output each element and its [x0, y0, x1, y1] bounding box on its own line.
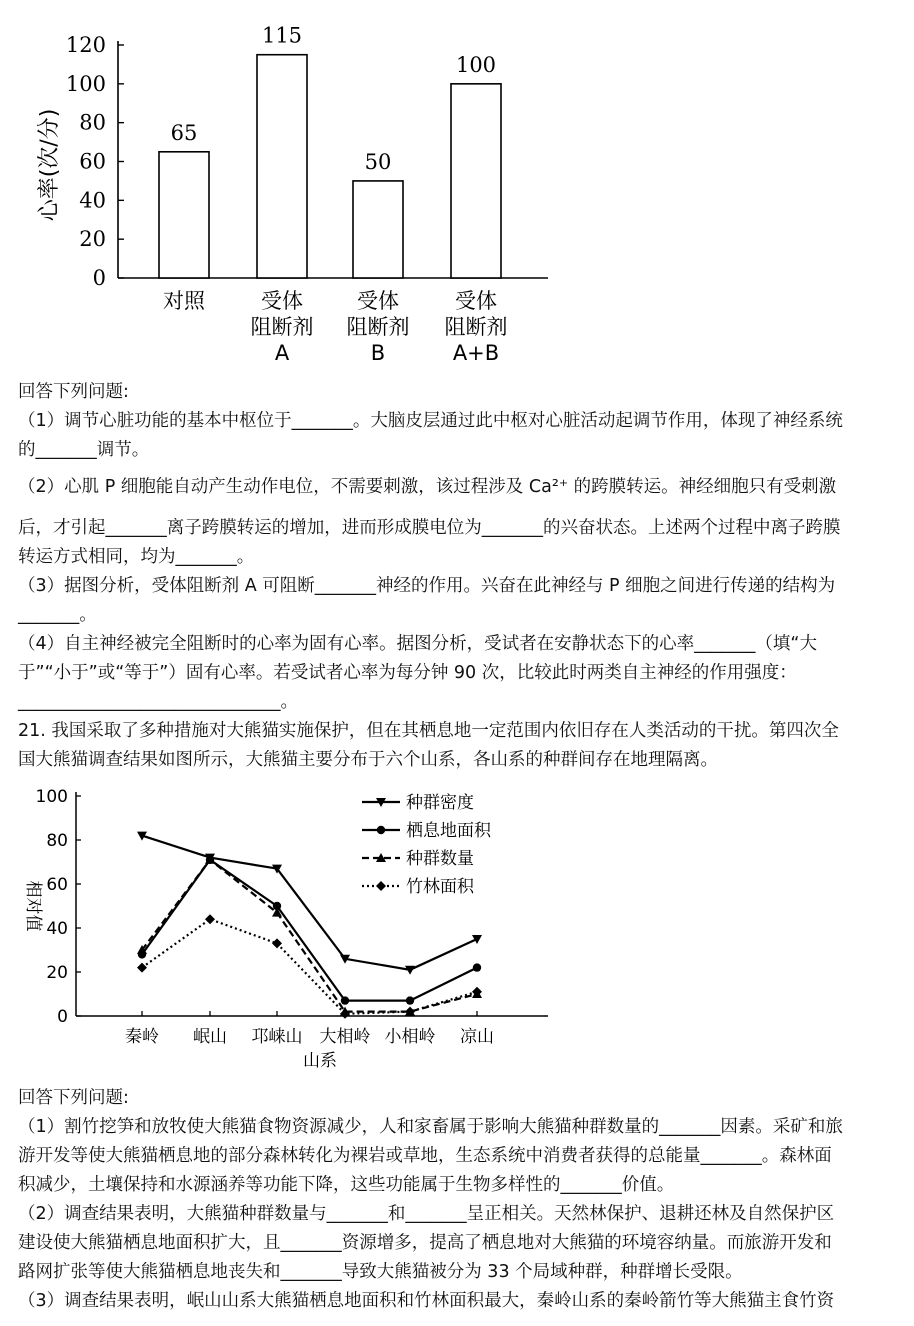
chart1-ylabel: 心率(次/分)	[37, 108, 62, 222]
chart1-value-label: 50	[364, 149, 392, 174]
chart1-bar	[451, 84, 501, 278]
chart2-xtick-label: 凉山	[460, 1027, 494, 1047]
chart2-ytick-label: 40	[46, 919, 68, 939]
chart1-category-label: 受体	[455, 289, 497, 313]
chart1-ytick-label: 40	[79, 188, 106, 213]
chart2-ytick-label: 60	[46, 875, 68, 895]
q21b-p2-line3: 路网扩张等使大熊猫栖息地丧失和_______导致大熊猫被分为 33 个局域种群，种群增长受限。	[18, 1262, 743, 1282]
q21b-p1-line3: 积减少，土壤保持和水源涵养等功能下降，这些功能属于生物多样性的_______价值。	[18, 1175, 675, 1195]
chart1-category-label: 阻断剂	[444, 315, 508, 339]
chart2-legend-marker	[377, 826, 385, 834]
chart2-ylabel-text: 相对值	[23, 880, 43, 932]
chart1-category-label: 对照	[163, 289, 205, 313]
q20-p4-line2: 于”“小于”或“等于”）固有心率。若受试者心率为每分钟 90 次，比较此时两类自主神经的作用强度：	[18, 663, 797, 683]
q21b-intro: 回答下列问题:	[18, 1088, 129, 1108]
chart2-xlabel: 山系	[303, 1051, 337, 1071]
chart1-category-label: A	[274, 341, 290, 365]
chart1-category-label: 阻断剂	[346, 315, 410, 339]
chart2-legend-marker	[376, 881, 386, 891]
chart1-value-label: 115	[261, 23, 303, 48]
chart2-xtick-label: 大相岭	[319, 1027, 371, 1047]
chart1-category-label: A+B	[452, 341, 500, 365]
chart2-data-point	[340, 1009, 350, 1019]
chart2-data-point	[406, 996, 414, 1004]
q21b-p3-line1: （3）调查结果表明，岷山山系大熊猫栖息地面积和竹林面积最大，秦岭山系的秦岭箭竹等大熊猫主食竹资	[18, 1291, 835, 1311]
chart2-data-point	[472, 987, 482, 997]
chart1-category-label: 受体	[261, 289, 303, 313]
q20-p2-line3: 转运方式相同，均为_______。	[18, 547, 255, 567]
panda-survey-line-chart	[0, 780, 914, 1080]
chart1-ytick-label: 80	[79, 110, 106, 135]
chart1-bars	[159, 24, 501, 278]
chart2-ytick-label: 100	[35, 787, 68, 807]
chart2-legend-label: 竹林面积	[406, 877, 474, 897]
chart1-value-label: 65	[170, 120, 198, 145]
chart2-legend-label: 栖息地面积	[406, 821, 491, 841]
chart1-bar	[353, 181, 403, 278]
q20-p4-line1: （4）自主神经被完全阻断时的心率为固有心率。据图分析，受试者在安静状态下的心率_______（填“大	[18, 634, 817, 654]
q20-text	[18, 378, 902, 775]
q21-line2: 国大熊猫调查结果如图所示，大熊猫主要分布于六个山系，各山系的种群间存在地理隔离。	[18, 750, 718, 770]
chart2-xtick-label: 岷山	[193, 1027, 227, 1047]
heart-rate-bar-chart	[0, 0, 914, 370]
chart2-xtick-label: 秦岭	[125, 1027, 159, 1047]
q21b-p2-line2: 建设使大熊猫栖息地面积扩大，且_______资源增多，提高了栖息地对大熊猫的环境容纳量。而旅游开发和	[18, 1233, 832, 1253]
chart1-bar	[159, 152, 209, 278]
q20-p3-line1: （3）据图分析，受体阻断剂 A 可阻断_______神经的作用。兴奋在此神经与 P 细胞之间进行传递的结构为	[18, 576, 836, 596]
chart2-legend	[362, 793, 492, 897]
chart2-ytick-label: 80	[46, 831, 68, 851]
q21b-text	[18, 1084, 902, 1316]
chart1-bar	[257, 55, 307, 278]
chart2-data-point	[341, 996, 349, 1004]
q20-p1-line1: （1）调节心脏功能的基本中枢位于_______。大脑皮层通过此中枢对心脏活动起调节作用，体现了神经系统	[18, 411, 843, 431]
chart2-ytick-label: 0	[57, 1007, 68, 1027]
chart2-xtick-label: 邛崃山	[251, 1027, 303, 1047]
chart1-category-label: 阻断剂	[250, 315, 314, 339]
q20-p2-line1: （2）心肌 P 细胞能自动产生动作电位，不需要刺激，该过程涉及 Ca²⁺ 的跨膜转运。神经细胞只有受刺激	[18, 477, 837, 497]
q20-p1-line2: 的_______调节。	[18, 440, 150, 460]
chart1-ytick-label: 60	[79, 149, 106, 174]
chart1-ytick-label: 20	[79, 227, 106, 252]
chart2-data-point	[272, 938, 282, 948]
chart1-ytick-label: 0	[92, 266, 106, 290]
q21b-p1-line2: 游开发等使大熊猫栖息地的部分森林转化为裸岩或草地，生态系统中消费者获得的总能量_______。森林面	[18, 1146, 832, 1166]
chart2-legend-label: 种群数量	[406, 849, 474, 869]
q21b-p1-line1: （1）割竹挖笋和放牧使大熊猫食物资源减少，人和家畜属于影响大熊猫种群数量的_______因素。采矿和旅	[18, 1117, 843, 1137]
chart2-data-point	[205, 914, 215, 924]
q21b-p2-line1: （2）调查结果表明，大熊猫种群数量与_______和_______呈正相关。天然林保护、退耕还林及自然保护区	[18, 1204, 835, 1224]
chart2-series-line	[142, 919, 477, 1014]
chart2-ytick-label: 20	[46, 963, 68, 983]
chart1-ytick-label: 100	[65, 71, 106, 96]
chart2-legend-label: 种群密度	[406, 793, 474, 813]
chart1-value-label: 100	[455, 52, 497, 77]
q20-p2-line2: 后，才引起_______离子跨膜转运的增加，进而形成膜电位为_______的兴奋状态。上述两个过程中离子跨膜	[18, 518, 841, 538]
chart2-data-point	[473, 963, 481, 971]
q21-line1: 21. 我国采取了多种措施对大熊猫实施保护，但在其栖息地一定范围内依旧存在人类活动的干扰。第四次全	[18, 721, 839, 741]
chart2-xtick-label: 小相岭	[384, 1027, 436, 1047]
chart1-category-label: B	[370, 341, 386, 365]
q20-p4-line3: ______________________________。	[18, 692, 298, 712]
chart1-ytick-label: 120	[65, 33, 106, 57]
q20-p3-line2: _______。	[18, 605, 97, 625]
q20-intro: 回答下列问题:	[18, 382, 129, 402]
chart2-data-point	[137, 963, 147, 973]
chart1-category-label: 受体	[357, 289, 399, 313]
